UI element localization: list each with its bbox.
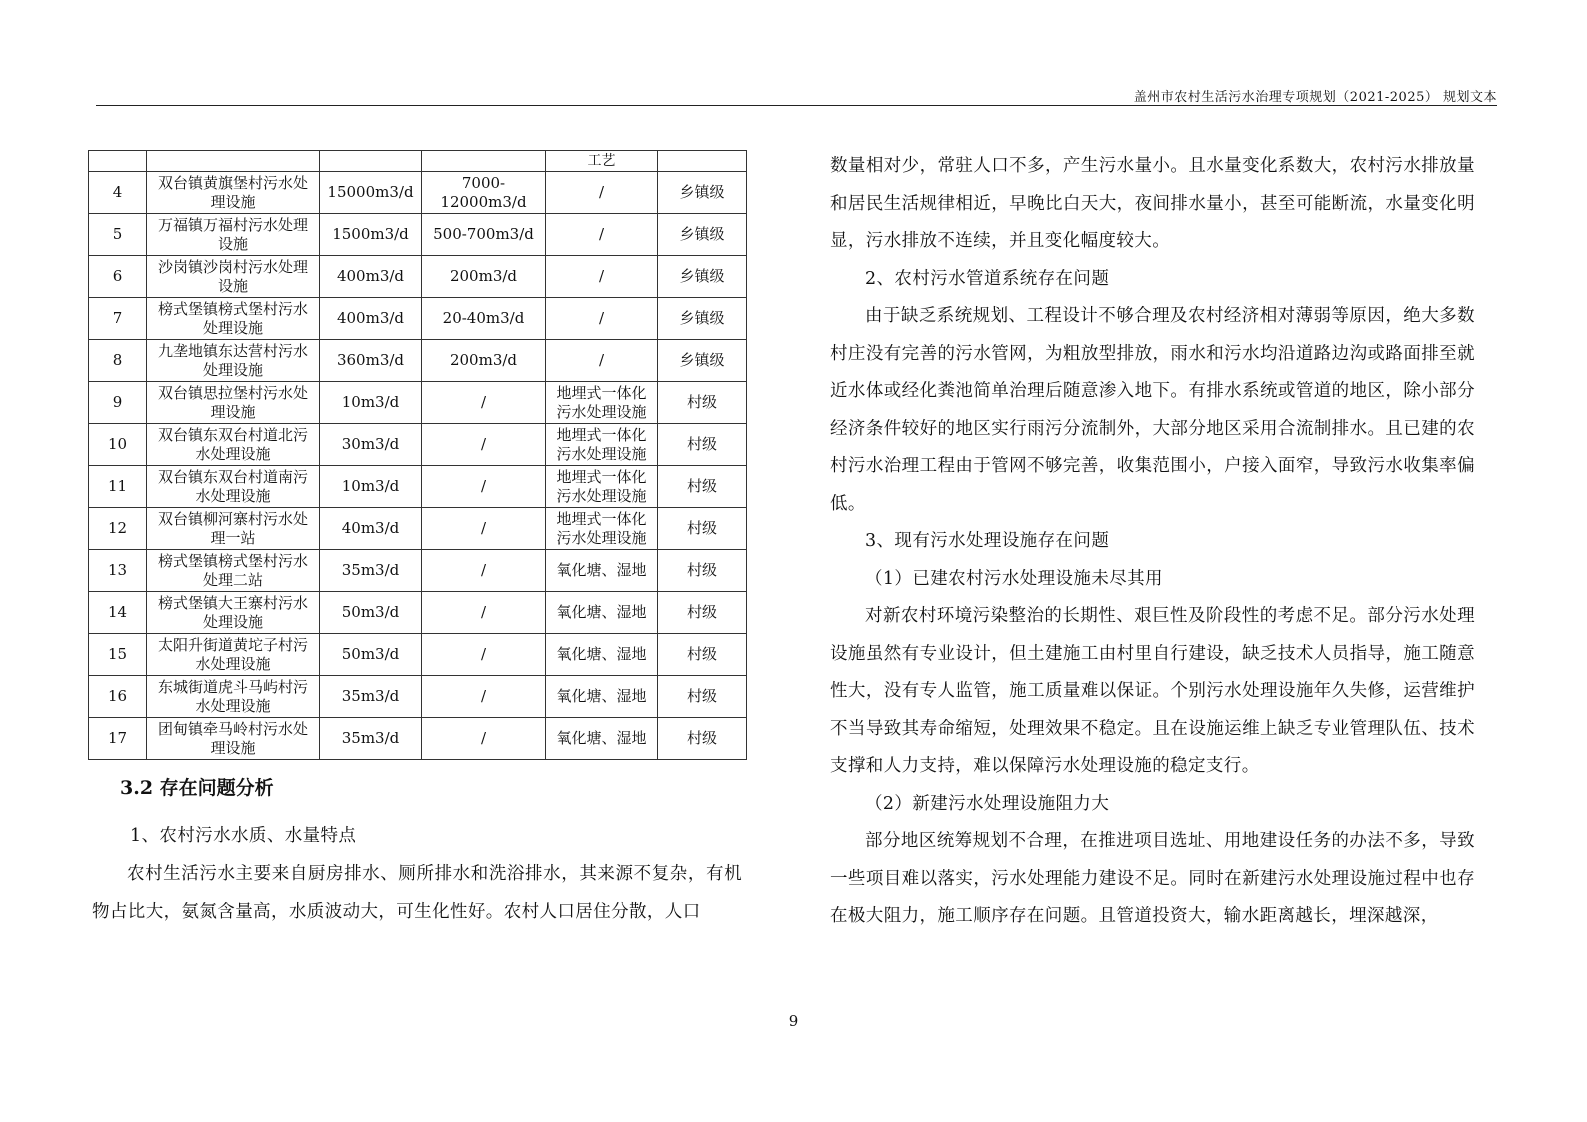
cell-level: 乡镇级 (658, 256, 747, 298)
cell-actual: / (422, 592, 546, 634)
table-row (89, 172, 747, 214)
table-row (89, 550, 747, 592)
table-row (89, 676, 747, 718)
table-row (89, 508, 747, 550)
cell-name: 太阳升街道黄坨子村污水处理设施 (147, 634, 320, 676)
cell-process: / (546, 298, 658, 340)
cell-name: 双台镇东双台村道北污水处理设施 (147, 424, 320, 466)
cell-process: / (546, 172, 658, 214)
cell-process: 氧化塘、湿地 (546, 592, 658, 634)
cell-no: 10 (89, 424, 147, 466)
table-row (89, 424, 747, 466)
header-cell-process: 工艺 (546, 151, 658, 172)
cell-name: 东城街道虎斗马屿村污水处理设施 (147, 676, 320, 718)
cell-level: 村级 (658, 676, 747, 718)
cell-process: / (546, 256, 658, 298)
cell-actual: 200m3/d (422, 256, 546, 298)
table-header-row (89, 151, 747, 172)
cell-no: 17 (89, 718, 147, 760)
cell-level: 村级 (658, 550, 747, 592)
sub-heading-underused-facilities: （1）已建农村污水处理设施未尽其用 (865, 568, 1163, 589)
sub-heading-new-facility-resistance: （2）新建污水处理设施阻力大 (865, 793, 1110, 814)
header-cell (147, 151, 320, 172)
cell-actual: / (422, 550, 546, 592)
left-column (88, 150, 746, 760)
cell-level: 村级 (658, 634, 747, 676)
cell-actual: / (422, 676, 546, 718)
header-cell (422, 151, 546, 172)
cell-no: 5 (89, 214, 147, 256)
cell-process: 氧化塘、湿地 (546, 718, 658, 760)
cell-actual: / (422, 424, 546, 466)
cell-name: 团甸镇牵马岭村污水处理设施 (147, 718, 320, 760)
cell-no: 4 (89, 172, 147, 214)
subsection-heading-water-quality: 1、农村污水水质、水量特点 (130, 826, 357, 846)
cell-no: 13 (89, 550, 147, 592)
cell-design: 50m3/d (320, 592, 422, 634)
cell-level: 乡镇级 (658, 340, 747, 382)
cell-no: 7 (89, 298, 147, 340)
cell-actual: 500-700m3/d (422, 214, 546, 256)
cell-name: 九垄地镇东达营村污水处理设施 (147, 340, 320, 382)
cell-no: 16 (89, 676, 147, 718)
cell-name: 万福镇万福村污水处理设施 (147, 214, 320, 256)
cell-name: 双台镇思拉堡村污水处理设施 (147, 382, 320, 424)
cell-level: 乡镇级 (658, 298, 747, 340)
cell-actual: / (422, 382, 546, 424)
cell-name: 榜式堡镇榜式堡村污水处理二站 (147, 550, 320, 592)
subsection-heading-existing-facilities: 3、现有污水处理设施存在问题 (865, 531, 1110, 551)
table-row (89, 214, 747, 256)
page-number: 9 (788, 1012, 799, 1030)
header-cell (320, 151, 422, 172)
cell-process: / (546, 214, 658, 256)
cell-no: 15 (89, 634, 147, 676)
cell-level: 村级 (658, 508, 747, 550)
table-row (89, 256, 747, 298)
cell-design: 30m3/d (320, 424, 422, 466)
cell-level: 乡镇级 (658, 214, 747, 256)
cell-design: 35m3/d (320, 676, 422, 718)
cell-name: 榜式堡镇榜式堡村污水处理设施 (147, 298, 320, 340)
table-row (89, 298, 747, 340)
cell-level: 村级 (658, 466, 747, 508)
cell-actual: 20-40m3/d (422, 298, 546, 340)
paragraph-pipe-system: 由于缺乏系统规划、工程设计不够合理及农村经济相对薄弱等原因，绝大多数村庄没有完善的污水管网，为粗放型排放，雨水和污水均沿道路边沟或路面排至就近水体或经化粪池简单治理后随意渗入地下。有排水系统或管道的地区，除小部分经济条件较好的地区实行雨污分流制外，大部分地区采用合流制排水。且已建的农村污水治理工程由于管网不够完善，收集范围小，户接入面窄，导致污水收集率偏低。 (830, 306, 1475, 514)
table-row (89, 340, 747, 382)
subsection-heading-pipe-system: 2、农村污水管道系统存在问题 (865, 268, 1110, 289)
cell-no: 14 (89, 592, 147, 634)
paragraph-water-quality: 农村生活污水主要来自厨房排水、厕所排水和洗浴排水，其来源不复杂，有机物占比大，氨氮含量高，水质波动大，可生化性好。农村人口居住分散，人口 (92, 864, 742, 922)
cell-design: 400m3/d (320, 256, 422, 298)
cell-level: 村级 (658, 424, 747, 466)
cell-design: 15000m3/d (320, 172, 422, 214)
cell-level: 村级 (658, 592, 747, 634)
table-row (89, 466, 747, 508)
cell-level: 村级 (658, 382, 747, 424)
cell-process: / (546, 340, 658, 382)
cell-process: 氧化塘、湿地 (546, 676, 658, 718)
table-row (89, 634, 747, 676)
right-column (830, 148, 1475, 936)
header-cell (658, 151, 747, 172)
cell-design: 40m3/d (320, 508, 422, 550)
table-row (89, 382, 747, 424)
cell-design: 50m3/d (320, 634, 422, 676)
cell-name: 双台镇东双台村道南污水处理设施 (147, 466, 320, 508)
paragraph-underused-facilities: 对新农村环境污染整治的长期性、艰巨性及阶段性的考虑不足。部分污水处理设施虽然有专业设计，但土建施工由村里自行建设，缺乏技术人员指导，施工随意性大，没有专人监管，施工质量难以保证。个别污水处理设施年久失修，运营维护不当导致其寿命缩短，处理效果不稳定。且在设施运维上缺乏专业管理队伍、技术支撑和人力支持，难以保障污水处理设施的稳定支行。 (830, 606, 1475, 776)
section-title: 3.2 存在问题分析 (120, 777, 274, 799)
cell-design: 10m3/d (320, 382, 422, 424)
cell-design: 35m3/d (320, 550, 422, 592)
cell-level: 村级 (658, 718, 747, 760)
cell-level: 乡镇级 (658, 172, 747, 214)
cell-design: 10m3/d (320, 466, 422, 508)
cell-design: 35m3/d (320, 718, 422, 760)
cell-actual: 7000-12000m3/d (422, 172, 546, 214)
cell-name: 沙岗镇沙岗村污水处理设施 (147, 256, 320, 298)
cell-process: 地埋式一体化污水处理设施 (546, 466, 658, 508)
cell-name: 榜式堡镇大王寨村污水处理设施 (147, 592, 320, 634)
document-header-title: 盖州市农村生活污水治理专项规划（2021-2025） 规划文本 (1133, 90, 1497, 105)
facilities-table (88, 150, 747, 760)
cell-no: 9 (89, 382, 147, 424)
paragraph-water-quantity: 数量相对少，常驻人口不多，产生污水量小。且水量变化系数大，农村污水排放量和居民生活规律相近，早晚比白天大，夜间排水量小，甚至可能断流，水量变化明显，污水排放不连续，并且变化幅度较大。 (830, 156, 1475, 251)
cell-process: 地埋式一体化污水处理设施 (546, 508, 658, 550)
cell-process: 地埋式一体化污水处理设施 (546, 382, 658, 424)
cell-no: 6 (89, 256, 147, 298)
paragraph-new-facility-resistance: 部分地区统筹规划不合理，在推进项目选址、用地建设任务的办法不多，导致一些项目难以落实，污水处理能力建设不足。同时在新建污水处理设施过程中也存在极大阻力，施工顺序存在问题。且管道投资大，输水距离越长，埋深越深， (830, 831, 1475, 926)
cell-process: 氧化塘、湿地 (546, 634, 658, 676)
table-row (89, 592, 747, 634)
header-cell (89, 151, 147, 172)
cell-actual: 200m3/d (422, 340, 546, 382)
cell-actual: / (422, 634, 546, 676)
cell-design: 360m3/d (320, 340, 422, 382)
cell-no: 11 (89, 466, 147, 508)
cell-process: 地埋式一体化污水处理设施 (546, 424, 658, 466)
cell-no: 12 (89, 508, 147, 550)
cell-name: 双台镇黄旗堡村污水处理设施 (147, 172, 320, 214)
cell-design: 400m3/d (320, 298, 422, 340)
cell-name: 双台镇柳河寨村污水处理一站 (147, 508, 320, 550)
cell-actual: / (422, 466, 546, 508)
cell-actual: / (422, 718, 546, 760)
cell-no: 8 (89, 340, 147, 382)
cell-process: 氧化塘、湿地 (546, 550, 658, 592)
table-row (89, 718, 747, 760)
cell-actual: / (422, 508, 546, 550)
cell-design: 1500m3/d (320, 214, 422, 256)
header-divider (96, 105, 1497, 106)
